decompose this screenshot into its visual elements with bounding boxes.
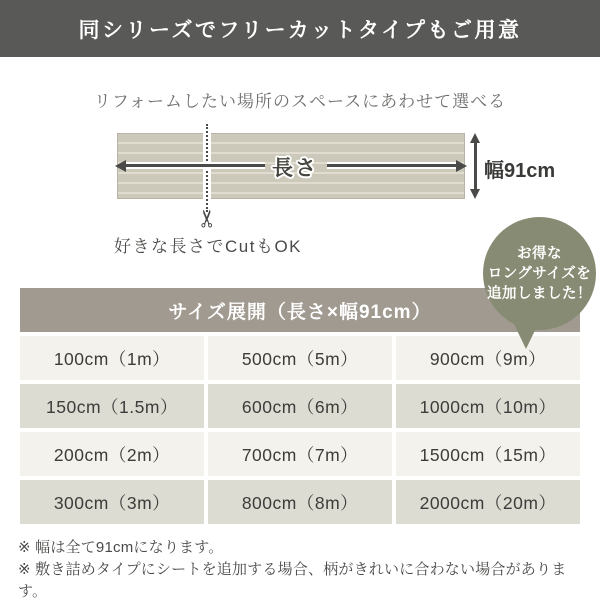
size-cell: 1500cm（15m） bbox=[396, 432, 580, 476]
arrowhead-down-icon bbox=[470, 189, 480, 199]
size-cell: 800cm（8m） bbox=[208, 480, 392, 524]
size-cell: 200cm（2m） bbox=[20, 432, 204, 476]
size-cell: 2000cm（20m） bbox=[396, 480, 580, 524]
length-label: 長さ bbox=[272, 157, 318, 180]
header-banner bbox=[0, 0, 600, 57]
size-table-title: サイズ展開（長さ×幅91cm） bbox=[20, 288, 580, 332]
size-table-grid bbox=[20, 336, 580, 524]
size-cell: 100cm（1m） bbox=[20, 336, 204, 380]
length-arrow-line-right bbox=[327, 164, 459, 167]
badge-line: ロングサイズを bbox=[487, 265, 592, 282]
size-cell: 300cm（3m） bbox=[20, 480, 204, 524]
cut-note-text: 好きな長さでCutもOK bbox=[113, 237, 303, 256]
promo-badge bbox=[483, 217, 596, 330]
size-cell: 700cm（7m） bbox=[208, 432, 392, 476]
size-table bbox=[20, 288, 580, 524]
size-cell: 600cm（6m） bbox=[208, 384, 392, 428]
arrowhead-left-icon bbox=[115, 160, 126, 172]
scissors-icon: ✂ bbox=[194, 207, 222, 229]
size-cell: 150cm（1.5m） bbox=[20, 384, 204, 428]
badge-line: お得な bbox=[517, 245, 562, 262]
lead-text: リフォームしたい場所のスペースにあわせて選べる bbox=[93, 92, 507, 111]
length-arrow-line-left bbox=[126, 164, 265, 167]
note-line: ※ 敷き詰めタイプにシートを追加する場合、柄がきれいに合わない場合があります。 bbox=[18, 561, 567, 600]
badge-line: 追加しました！ bbox=[487, 285, 592, 302]
width-label: 幅91cm bbox=[484, 160, 556, 182]
size-cell: 900cm（9m） bbox=[396, 336, 580, 380]
banner-title: 同シリーズでフリーカットタイプもご用意 bbox=[78, 18, 522, 42]
arrowhead-right-icon bbox=[456, 160, 467, 172]
size-cell: 1000cm（10m） bbox=[396, 384, 580, 428]
width-arrow-line bbox=[474, 141, 477, 191]
footnotes bbox=[18, 537, 590, 600]
size-cell: 500cm（5m） bbox=[208, 336, 392, 380]
arrowhead-up-icon bbox=[470, 133, 480, 143]
note-line: ※ 幅は全て91cmになります。 bbox=[18, 539, 224, 556]
cut-dotted-line bbox=[206, 124, 208, 212]
